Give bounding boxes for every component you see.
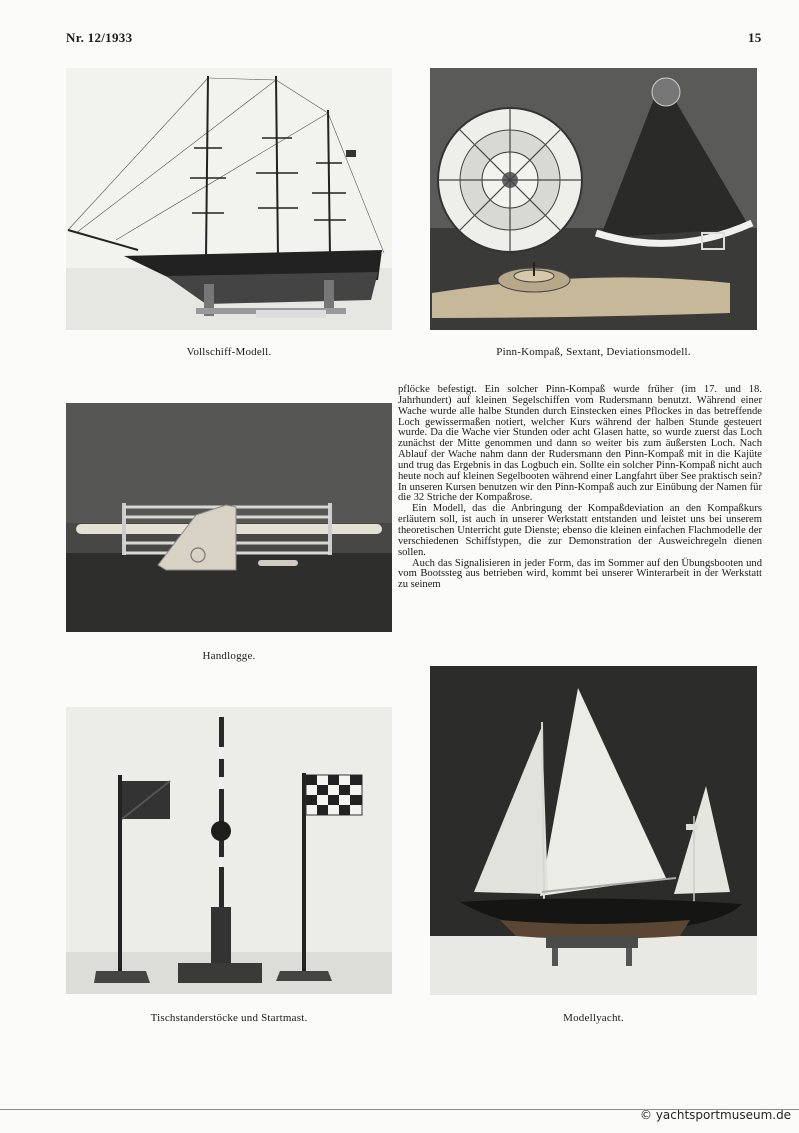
article-text bbox=[398, 385, 762, 591]
photo-table-flagstaffs-start-mast bbox=[66, 707, 392, 994]
caption-pinn: Pinn-Kompaß, Sextant, Deviationsmodell. bbox=[496, 346, 691, 358]
article-paragraph: pflöcke befestigt. Ein solcher Pinn-Kompaß wurde früher (im 17. und 18. Jahrhundert) auf kleinen Segelschiffen vom Rudersmann benutzt. Während einer Wache wurde alle halbe Stunden durch Einstecken eines Pflockes in das betreffende Loch gewissermaßen notiert, welcher Kurs während der halben Stunde gesteuert wurde. Da die Wache vier Stunden oder acht Glasen hatte, so wurde zuerst das Loch zunächst der Mitte genommen und dann so weiter bis zum äußersten Loch. Nach Ablauf der Wache nahm dann der Rudersmann den Pinn-Kompaß mit in die Kajüte und trug das Ergebnis in das Logbuch ein. Sollte ein solcher Pinn-Kompaß nicht auch heute noch auf kleinen Segelbooten während einer Langfahrt über See praktisch sein? In unseren Kursen benutzen wir den Pinn-Kompaß auch zur Einübung der Namen für die 32 Striche der Kompaßrose. bbox=[398, 384, 762, 504]
article-paragraph: Auch das Signalisieren in jeder Form, das im Sommer auf den Übungsbooten und vom Bootssteg aus betrieben wird, kommt bei unserer Winterarbeit in der Werkstatt zu seinem bbox=[398, 557, 762, 591]
caption-modellyacht: Modellyacht. bbox=[563, 1012, 624, 1024]
photo-full-rigged-ship-model bbox=[66, 68, 392, 330]
issue-number: Nr. 12/1933 bbox=[66, 30, 133, 45]
photo-hand-log bbox=[66, 403, 392, 632]
caption-vollschiff: Vollschiff-Modell. bbox=[186, 346, 272, 358]
photo-model-yacht bbox=[430, 666, 757, 995]
page-number: 15 bbox=[748, 30, 762, 45]
article-paragraph: Ein Modell, das die Anbringung der Kompaßdeviation an den Kompaßkurs erläutern soll, ist auch in unserer Werkstatt entstanden und leistet uns bei unserem theoretischen Unterricht gute Dienste; ebenso die kleinen einfachen Flachmodelle der verschiedenen Schiffstypen, die zur Demonstration der Ausweichregeln dienen sollen. bbox=[398, 503, 762, 558]
caption-tisch: Tischstanderstöcke und Startmast. bbox=[150, 1012, 308, 1024]
watermark: © yachtsportmuseum.de bbox=[640, 1108, 792, 1122]
photo-pinn-compass-sextant bbox=[430, 68, 757, 330]
caption-handlogge: Handlogge. bbox=[202, 650, 256, 662]
